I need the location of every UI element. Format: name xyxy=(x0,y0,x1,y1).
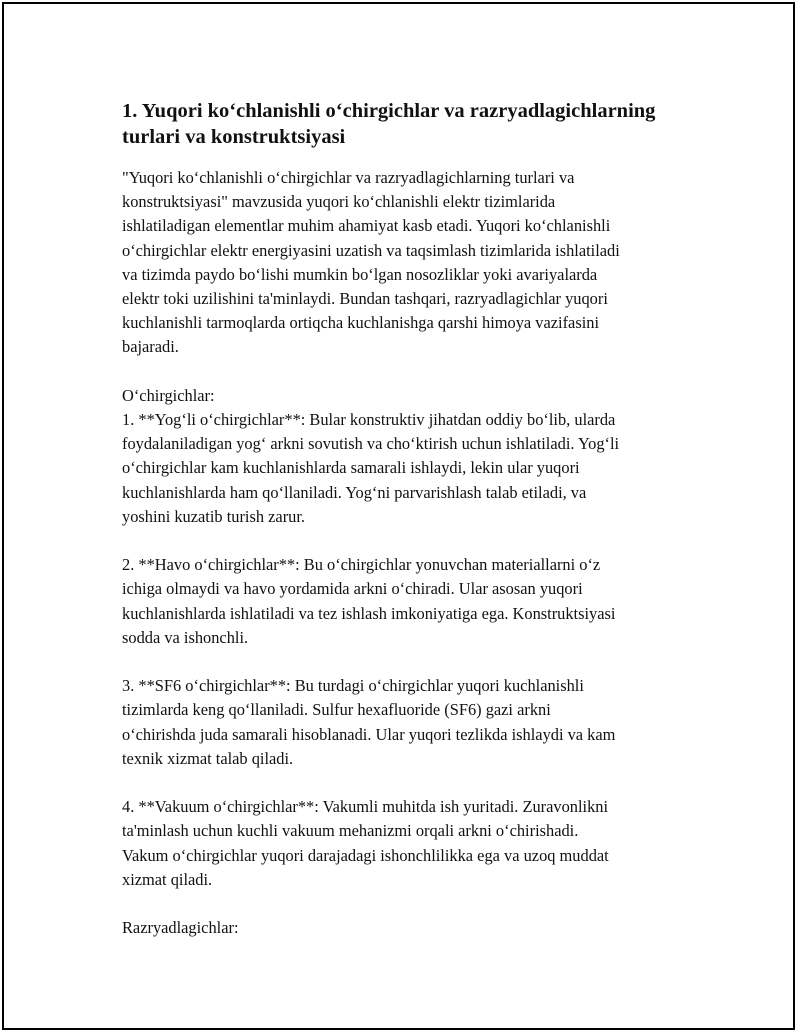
text-line: xizmat qiladi. xyxy=(122,869,213,889)
text-line: "Yuqori ko‘chlanishli o‘chirgichlar va razryadlagichlarning turlari va xyxy=(122,168,575,187)
text-line: kuchlanishlarda ishlatiladi va tez ishlash imkoniyatiga ega. Konstruktsiyasi xyxy=(122,603,616,623)
text-line: 1. **Yog‘li o‘chirgichlar**: Bular konstruktiv jihatdan oddiy bo‘lib, ularda xyxy=(122,410,616,430)
title-line: turlari va konstruktsiyasi xyxy=(122,126,346,148)
breakers-item-2 xyxy=(122,553,692,650)
text-line: sodda va ishonchli. xyxy=(122,627,249,647)
section-heading: Razryadlagichlar: xyxy=(122,918,239,938)
text-line: texnik xizmat talab qiladi. xyxy=(122,748,294,768)
document-title xyxy=(122,98,692,150)
text-line: ichiga olmaydi va havo yordamida arkni o‘chiradi. Ular asosan yuqori xyxy=(122,579,583,599)
text-line: va tizimda paydo bo‘lishi mumkin bo‘lgan nosozliklar yoki avariyalarda xyxy=(122,264,598,284)
text-line: foydalaniladigan yog‘ arkni sovutish va cho‘ktirish uchun ishlatiladi. Yog‘li xyxy=(122,434,620,454)
text-line: yoshini kuzatib turish zarur. xyxy=(122,506,305,526)
text-line: kuchlanishlarda ham qo‘llaniladi. Yog‘ni parvarishlash talab etiladi, va xyxy=(122,482,587,502)
title-line: 1. Yuqori ko‘chlanishli o‘chirgichlar va razryadlagichlarning xyxy=(122,100,656,122)
text-line: 2. **Havo o‘chirgichlar**: Bu o‘chirgichlar yonuvchan materiallarni o‘z xyxy=(122,555,601,575)
text-line: 3. **SF6 o‘chirgichlar**: Bu turdagi o‘chirgichlar yuqori kuchlanishli xyxy=(122,676,584,696)
breakers-item-4 xyxy=(122,795,692,892)
text-line: o‘chirgichlar elektr energiyasini uzatish va taqsimlash tizimlarida ishlatiladi xyxy=(122,240,620,260)
arresters-section xyxy=(122,916,692,940)
text-line: o‘chirishda juda samarali hisoblanadi. Ular yuqori tezlikda ishlaydi va kam xyxy=(122,724,616,744)
text-line: ta'minlash uchun kuchli vakuum mehanizmi orqali arkni o‘chirishadi. xyxy=(122,821,579,841)
text-line: 4. **Vakuum o‘chirgichlar**: Vakumli muhitda ish yuritadi. Zuravonlikni xyxy=(122,797,609,817)
text-line: Vakum o‘chirgichlar yuqori darajadagi ishonchlilikka ega va uzoq muddat xyxy=(122,845,609,865)
breakers-item-3 xyxy=(122,674,692,771)
text-line: elektr toki uzilishini ta'minlaydi. Bundan tashqari, razryadlagichlar yuqori xyxy=(122,289,608,309)
page-frame xyxy=(2,2,795,1030)
breakers-section-item-1 xyxy=(122,384,692,529)
text-line: konstruktsiyasi" mavzusida yuqori ko‘chlanishli elektr tizimlarida xyxy=(122,192,556,212)
section-heading: O‘chirgichlar: xyxy=(122,385,215,405)
document-body xyxy=(122,98,692,965)
text-line: o‘chirgichlar kam kuchlanishlarda samarali ishlaydi, lekin ular yuqori xyxy=(122,458,580,478)
text-line: tizimlarda keng qo‘llaniladi. Sulfur hexafluoride (SF6) gazi arkni xyxy=(122,700,551,720)
text-line: ishlatiladigan elementlar muhim ahamiyat kasb etadi. Yuqori ko‘chlanishli xyxy=(122,216,611,236)
intro-paragraph xyxy=(122,166,692,360)
text-line: bajaradi. xyxy=(122,337,179,357)
text-line: kuchlanishli tarmoqlarda ortiqcha kuchlanishga qarshi himoya vazifasini xyxy=(122,313,600,333)
